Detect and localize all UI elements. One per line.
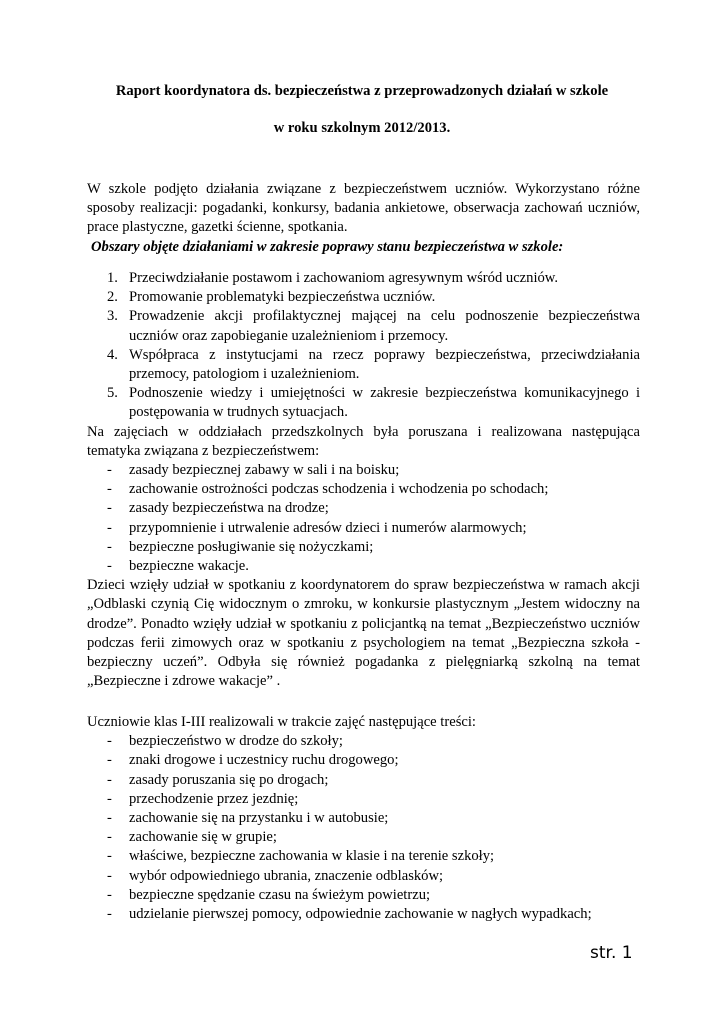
classes-list [87,732,640,924]
report-title-line-2: w roku szkolnym 2012/2013. [273,120,451,136]
areas-list-item: 2. Promowanie problematyki bezpieczeństwa uczniów. [107,289,436,306]
areas-heading: Obszary objęte działaniami w zakresie poprawy stanu bezpieczeństwa w szkole: [91,238,564,255]
classes-list-item: - bezpieczeństwo w drodze do szkoły; [107,733,343,750]
report-title-line-1: Raport koordynatora ds. bezpieczeństwa z przeprowadzonych działań w szkole [115,83,609,99]
preschool-list-item: - zachowanie ostrożności podczas schodzenia i wchodzenia po schodach; [107,481,549,498]
classes-list-item: - zasady poruszania się po drogach; [107,771,329,788]
classes-list-item: - zachowanie się na przystanku i w autobusie; [107,810,389,827]
preschool-intro: Na zajęciach w oddziałach przedszkolnych była poruszana i realizowana następująca tematyka związana z bezpieczeństwem: [87,423,640,459]
preschool-list [87,461,640,576]
classes-intro: Uczniowie klas I-III realizowali w trakcie zajęć następujące treści: [87,714,476,730]
intro-section [87,180,640,257]
preschool-list-item: - zasady bezpieczeństwa na drodze; [107,500,329,517]
classes-list-item: - wybór odpowiedniego ubrania, znaczenie odblasków; [107,867,444,884]
page-number: str. 1 [590,943,633,963]
areas-list-item: 1. Przeciwdziałanie postawom i zachowaniom agresywnym wśród uczniów. [107,270,559,286]
classes-list-item: - znaki drogowe i uczestnicy ruchu drogowego; [107,752,399,769]
areas-list [87,269,640,423]
areas-list-item: 5. Podnoszenie wiedzy i umiejętności w zakresie bezpieczeństwa komunikacyjnego i postępowania w trudnych sytuacjach. [107,385,640,421]
areas-section [87,269,640,691]
areas-list-item: 3. Prowadzenie akcji profilaktycznej mającej na celu podnoszenie bezpieczeństwa uczniów oraz zapobieganie uzależnieniom i przemocy. [107,308,640,344]
preschool-list-item: - zasady bezpiecznej zabawy w sali i na boisku; [107,462,400,479]
classes-section [87,713,640,924]
areas-list-item: 4. Współpraca z instytucjami na rzecz poprawy bezpieczeństwa, przeciwdziałania przemocy, patologiom i uzależnieniom. [107,346,640,383]
classes-list-item: - przechodzenie przez jezdnię; [107,790,299,807]
preschool-list-item: - bezpieczne posługiwanie się nożyczkami; [107,538,374,555]
preschool-list-item: - bezpieczne wakacje. [107,558,249,575]
intro-paragraph: W szkole podjęto działania związane z bezpieczeństwem uczniów. Wykorzystano różne sposoby realizacji: pogadanki, konkursy, badania ankietowe, obserwacja zachowań uczniów, prace plastyczne, gazetki ścienne, spotkania. [87,181,640,236]
preschool-list-item: - przypomnienie i utrwalenie adresów dzieci i numerów alarmowych; [107,519,527,536]
classes-list-item: - właściwe, bezpieczne zachowania w klasie i na terenie szkoły; [107,848,495,865]
classes-list-item: - udzielanie pierwszej pomocy, odpowiednie zachowanie w nagłych wypadkach; [107,906,592,923]
children-paragraph: Dzieci wzięły udział w spotkaniu z koordynatorem do spraw bezpieczeństwa w ramach akcji „Odblaski czynią Cię widocznym o zmroku, w konkursie plastycznym „Jestem widoczny na drodze”. Ponadto wzięły udział w spotkaniu z policjantką na temat „Bezpieczeństwo uczniów podczas ferii zimowych oraz w spotkaniu z psychologiem na temat „Bezpieczna szkoła - bezpieczny uczeń”. Odbyła się również pogadanka z pielęgniarką szkolną na temat „Bezpieczne i zdrowe wakacje” . [87,577,640,690]
classes-list-item: - bezpieczne spędzanie czasu na świeżym powietrzu; [107,886,431,903]
classes-list-item: - zachowanie się w grupie; [107,829,277,846]
